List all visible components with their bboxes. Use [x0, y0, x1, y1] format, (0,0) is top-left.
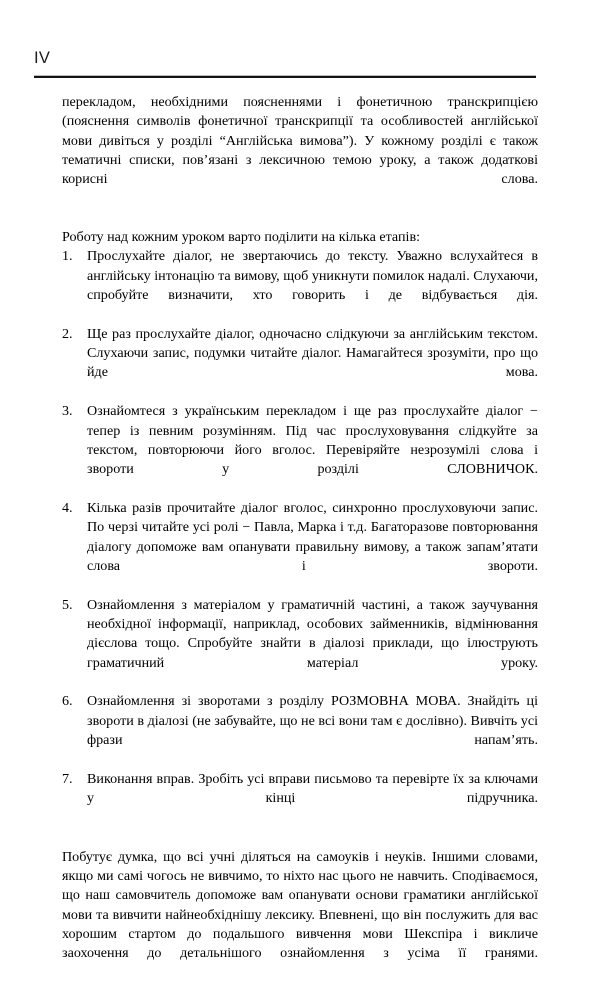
list-item-text: Ще раз прослухайте діалог, одночасно слідкуючи за англійським текстом. Слухаючи запис, подумки читайте діалог. Намагайтеся зрозуміти, про що йде мова.: [87, 325, 538, 381]
list-item-marker: 5.: [62, 596, 73, 613]
list-item-marker: 6.: [62, 693, 73, 710]
list-item-text: Виконання вправ. Зробіть усі вправи письмово та перевірте їх за ключами у кінці підручника.: [87, 770, 538, 807]
list-item: [62, 770, 538, 828]
list-item-marker: 7.: [62, 770, 73, 787]
list-item: [62, 247, 538, 324]
paragraph-spacer: [62, 209, 538, 228]
list-item-text: Ознайомлення з матеріалом у граматичній частині, а також заучування необхідної інформації, наприклад, особових займенників, відмінювання дієслова тощо. Спробуйте знайти в діалозі приклади, що ілюструють граматичний матеріал уроку.: [87, 596, 538, 671]
list-item: [62, 499, 538, 596]
paragraph-spacer: [62, 828, 538, 848]
header-divider-rule: [34, 75, 536, 78]
body-text-block: [62, 93, 538, 983]
list-item-text: Прослухайте діалог, не звертаючись до тексту. Уважно вслухайтеся в англійську інтонацію та вимову, щоб уникнути помилок надалі. Слухаючи, спробуйте визначити, хто говорить і де відбувається дія.: [87, 248, 538, 304]
list-item-marker: 1.: [62, 248, 73, 265]
list-item: [62, 692, 538, 769]
list-item-text: Ознайомлення зі зворотами з розділу РОЗМОВНА МОВА. Знайдіть ці звороти в діалозі (не забувайте, що не всі вони там є дослівно). Вивчіть усі фрази напам’ять.: [87, 693, 538, 748]
running-head: [34, 48, 538, 78]
list-item: [62, 596, 538, 693]
steps-list: [62, 247, 538, 827]
list-item-marker: 2.: [62, 325, 73, 342]
page-folio: IV: [34, 49, 51, 67]
list-item-marker: 4.: [62, 499, 73, 516]
intro-paragraph: перекладом, необхідними поясненнями і фонетичною транскрипцією (пояснення символів фонетичної транскрипції та особливостей англійської мови дивіться у розділі “Англійська вимова”). У кожному розділі є також тематичні списки, пов’язані з лексичною темою уроку, а також додаткові корисні слова.: [62, 94, 538, 188]
steps-lead-in: Роботу над кожним уроком варто поділити на кілька етапів:: [62, 229, 421, 246]
closing-paragraph: Побутує думка, що всі учні діляться на самоуків і неуків. Іншими словами, якщо ми самі чогось не вивчимо, то ніхто нас цього не навчить. Сподіваємося, що наш самовчитель допоможе вам опанувати основи граматики англійської мови та вивчити найнеобхіднішу лексику. Впевнені, що він послужить для вас хорошим стартом до подальшого вивчення мови Шекспіра і викличе заохочення до детальнішого ознайомлення з усіма її гранями.: [62, 848, 538, 962]
list-item-marker: 3.: [62, 403, 73, 420]
list-item-text: Кілька разів прочитайте діалог вголос, синхронно прослуховуючи запис. По черзі читайте усі ролі − Павла, Марка і т.д. Багаторазове повторювання діалогу допоможе вам опанувати правильну вимову, а також запам’ятати слова і звороти.: [87, 499, 538, 574]
list-item: [62, 325, 538, 402]
list-item-text: Ознайомтеся з українським перекладом і ще раз прослухайте діалог − тепер із певним розумінням. Під час прослуховування слідкуйте за текстом, повторюючи його вголос. Перевіряйте незрозумілі слова і звороти у розділі СЛОВНИЧОК.: [87, 403, 538, 478]
list-item: [62, 402, 538, 499]
